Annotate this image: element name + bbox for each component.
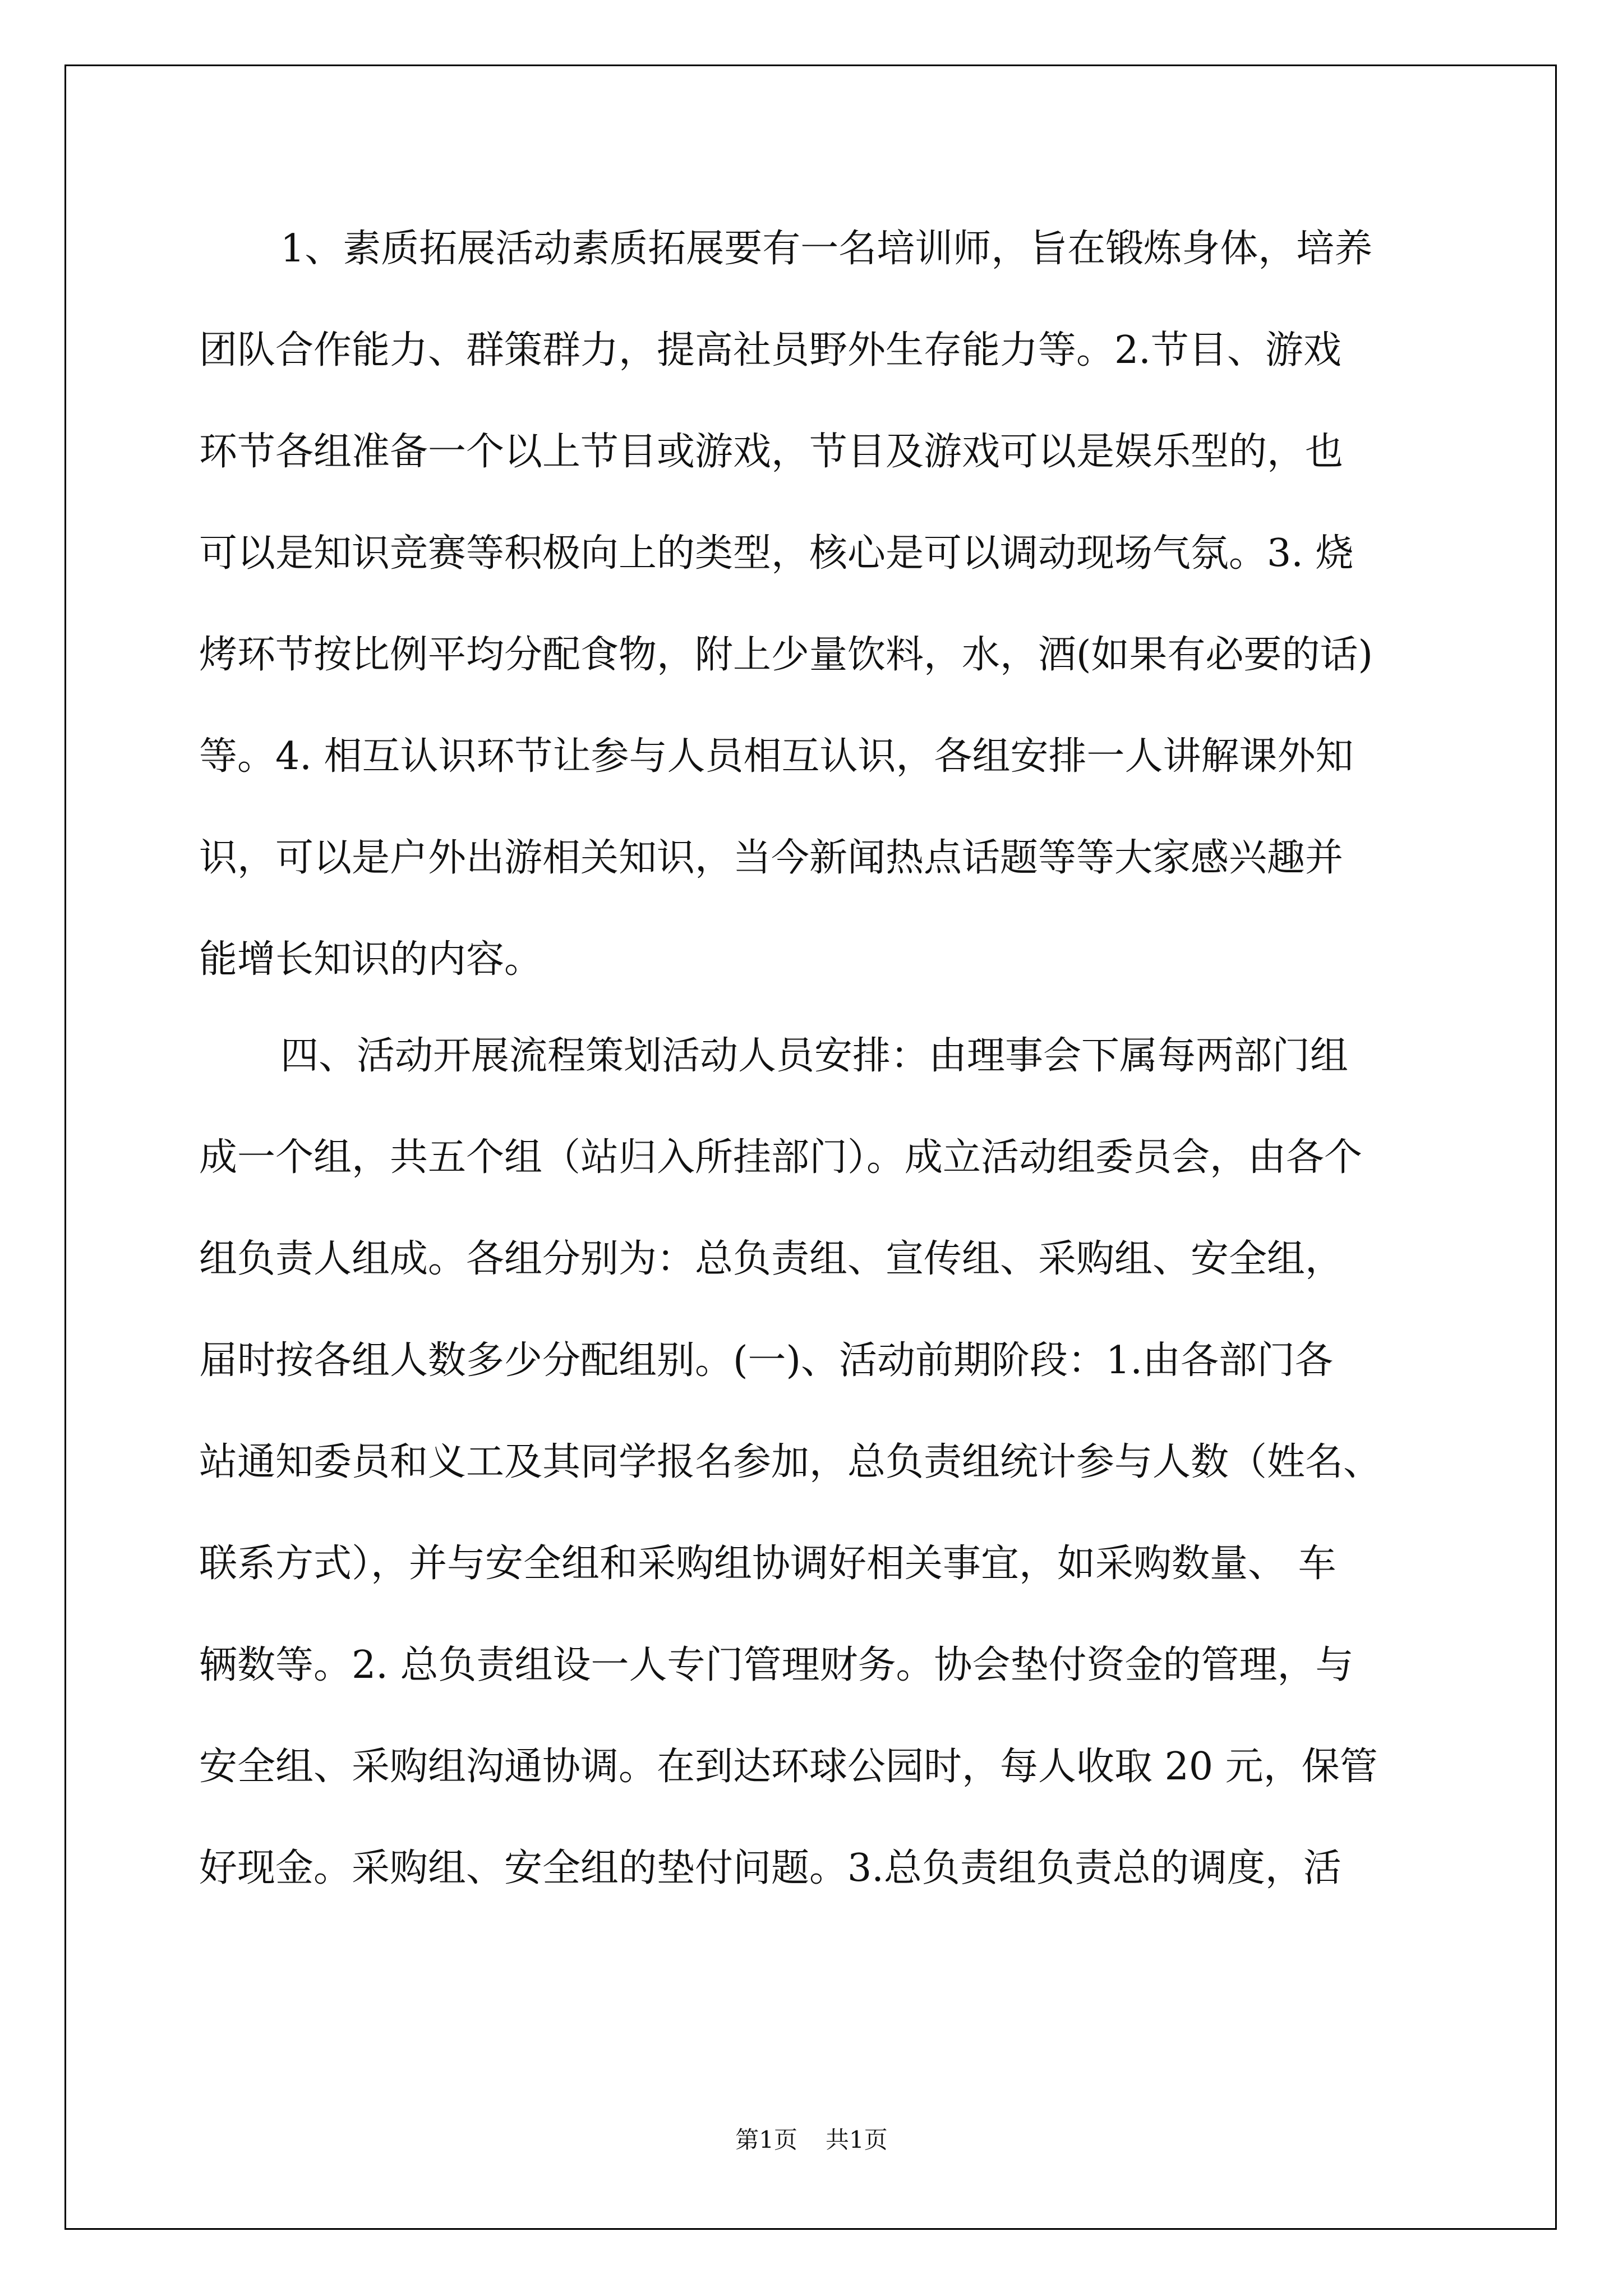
text-line: 好现金。采购组、安全组的垫付问题。3.总负责组负责总的调度，活 xyxy=(199,1846,1341,1890)
text-line: 等。4. 相互认识环节让参与人员相互认识，各组安排一人讲解课外知 xyxy=(199,734,1354,779)
text-line: 四、活动开展流程策划活动人员安排：由理事会下属每两部门组 xyxy=(280,1034,1349,1078)
text-line: 联系方式），并与安全组和采购组协调好相关事宜，如采购数量、 车 xyxy=(199,1542,1336,1586)
page-number-total: 共1页 xyxy=(826,2126,888,2154)
page-footer xyxy=(0,2123,1623,2157)
text-line: 团队合作能力、群策群力，提高社员野外生存能力等。2.节目、游戏 xyxy=(199,328,1341,372)
text-line: 辆数等。2. 总负责组设一人专门管理财务。协会垫付资金的管理，与 xyxy=(199,1643,1354,1687)
text-line: 站通知委员和义工及其同学报名参加，总负责组统计参与人数（姓名、 xyxy=(199,1440,1382,1484)
text-line: 1、素质拓展活动素质拓展要有一名培训师，旨在锻炼身体，培养 xyxy=(280,227,1373,271)
text-line: 安全组、采购组沟通协调。在到达环球公园时，每人收取 20 元，保管 xyxy=(199,1745,1378,1789)
paragraph-activity-items xyxy=(199,198,1373,1010)
text-line: 届时按各组人数多少分配组别。(一)、活动前期阶段：1.由各部门各 xyxy=(199,1338,1333,1383)
text-line: 环节各组准备一个以上节目或游戏，节目及游戏可以是娱乐型的，也 xyxy=(199,430,1344,474)
text-line: 可以是知识竞赛等积极向上的类型，核心是可以调动现场气氛。3. 烧 xyxy=(199,531,1354,576)
text-line: 能增长知识的内容。 xyxy=(199,937,543,982)
page-number-current: 第1页 xyxy=(735,2126,797,2154)
text-line: 烤环节按比例平均分配食物，附上少量饮料，水，酒(如果有必要的话) xyxy=(199,633,1373,677)
text-line: 组负责人组成。各组分别为：总负责组、宣传组、采购组、安全组， xyxy=(199,1237,1344,1281)
paragraph-process-plan xyxy=(199,1005,1381,1919)
text-line: 识，可以是户外出游相关知识，当今新闻热点话题等等大家感兴趣并 xyxy=(199,836,1344,880)
text-line: 成一个组，共五个组（站归入所挂部门）。成立活动组委员会，由各个 xyxy=(199,1135,1363,1180)
